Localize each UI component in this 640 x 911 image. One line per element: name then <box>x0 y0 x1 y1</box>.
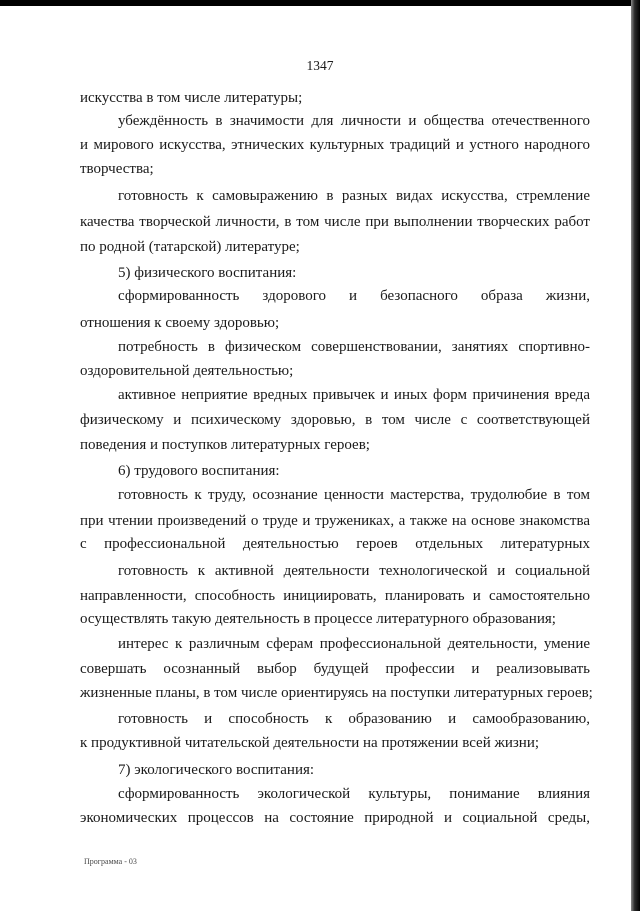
text-line: искусства в том числе литературы; <box>80 90 303 106</box>
section-heading: 5) физического воспитания: <box>118 265 297 281</box>
text-line: качества творческой личности, в том числе при выполнении творческих работ <box>80 214 590 230</box>
text-line: поведения и поступков литературных героев; <box>80 437 370 453</box>
text-line: готовность и способность к образованию и самообразованию, <box>118 711 590 727</box>
text-line: потребность в физическом совершенствовании, занятиях спортивно- <box>118 339 590 355</box>
section-heading: 6) трудового воспитания: <box>118 463 280 479</box>
text-line: убеждённость в значимости для личности и общества отечественного <box>118 113 590 129</box>
text-line: активное неприятие вредных привычек и иных форм причинения вреда <box>118 387 590 403</box>
scan-top-edge <box>0 0 640 6</box>
text-line: готовность к активной деятельности технологической и социальной <box>118 563 590 579</box>
scan-right-edge <box>631 0 640 911</box>
text-line: сформированность экологической культуры, понимание влияния <box>118 786 590 802</box>
text-line: сформированность здорового и безопасного образа жизни, <box>118 288 590 304</box>
text-line: готовность к труду, осознание ценности мастерства, трудолюбие в том <box>118 487 590 503</box>
text-line: к продуктивной читательской деятельности на протяжении всей жизни; <box>80 735 540 751</box>
text-line: интерес к различным сферам профессиональной деятельности, умение <box>118 636 590 652</box>
text-line: с профессиональной деятельностью героев отдельных литературных <box>80 536 590 552</box>
text-line: физическому и психическому здоровью, в том числе с соответствующей <box>80 412 590 428</box>
text-line: при чтении произведений о труде и тружениках, а также на основе знакомства <box>80 513 590 529</box>
page-number: 1347 <box>306 58 334 73</box>
text-line: оздоровительной деятельностью; <box>80 363 294 379</box>
text-line: жизненные планы, в том числе ориентируясь на поступки литературных героев; <box>80 685 593 701</box>
text-line: направленности, способность инициировать, планировать и самостоятельно <box>80 588 590 604</box>
text-line: по родной (татарской) литературе; <box>80 239 300 255</box>
section-heading: 7) экологического воспитания: <box>118 762 315 778</box>
text-line: готовность к самовыражению в разных видах искусства, стремление <box>118 188 590 204</box>
text-line: экономических процессов на состояние природной и социальной среды, <box>80 810 590 826</box>
text-line: отношения к своему здоровью; <box>80 315 280 331</box>
text-line: осуществлять такую деятельность в процессе литературного образования; <box>80 611 556 627</box>
text-line: и мирового искусства, этнических культурных традиций и устного народного <box>80 137 590 153</box>
text-line: совершать осознанный выбор будущей профессии и реализовывать <box>80 661 590 677</box>
footer-note: Программа - 03 <box>84 857 137 866</box>
text-line: творчества; <box>80 161 154 177</box>
